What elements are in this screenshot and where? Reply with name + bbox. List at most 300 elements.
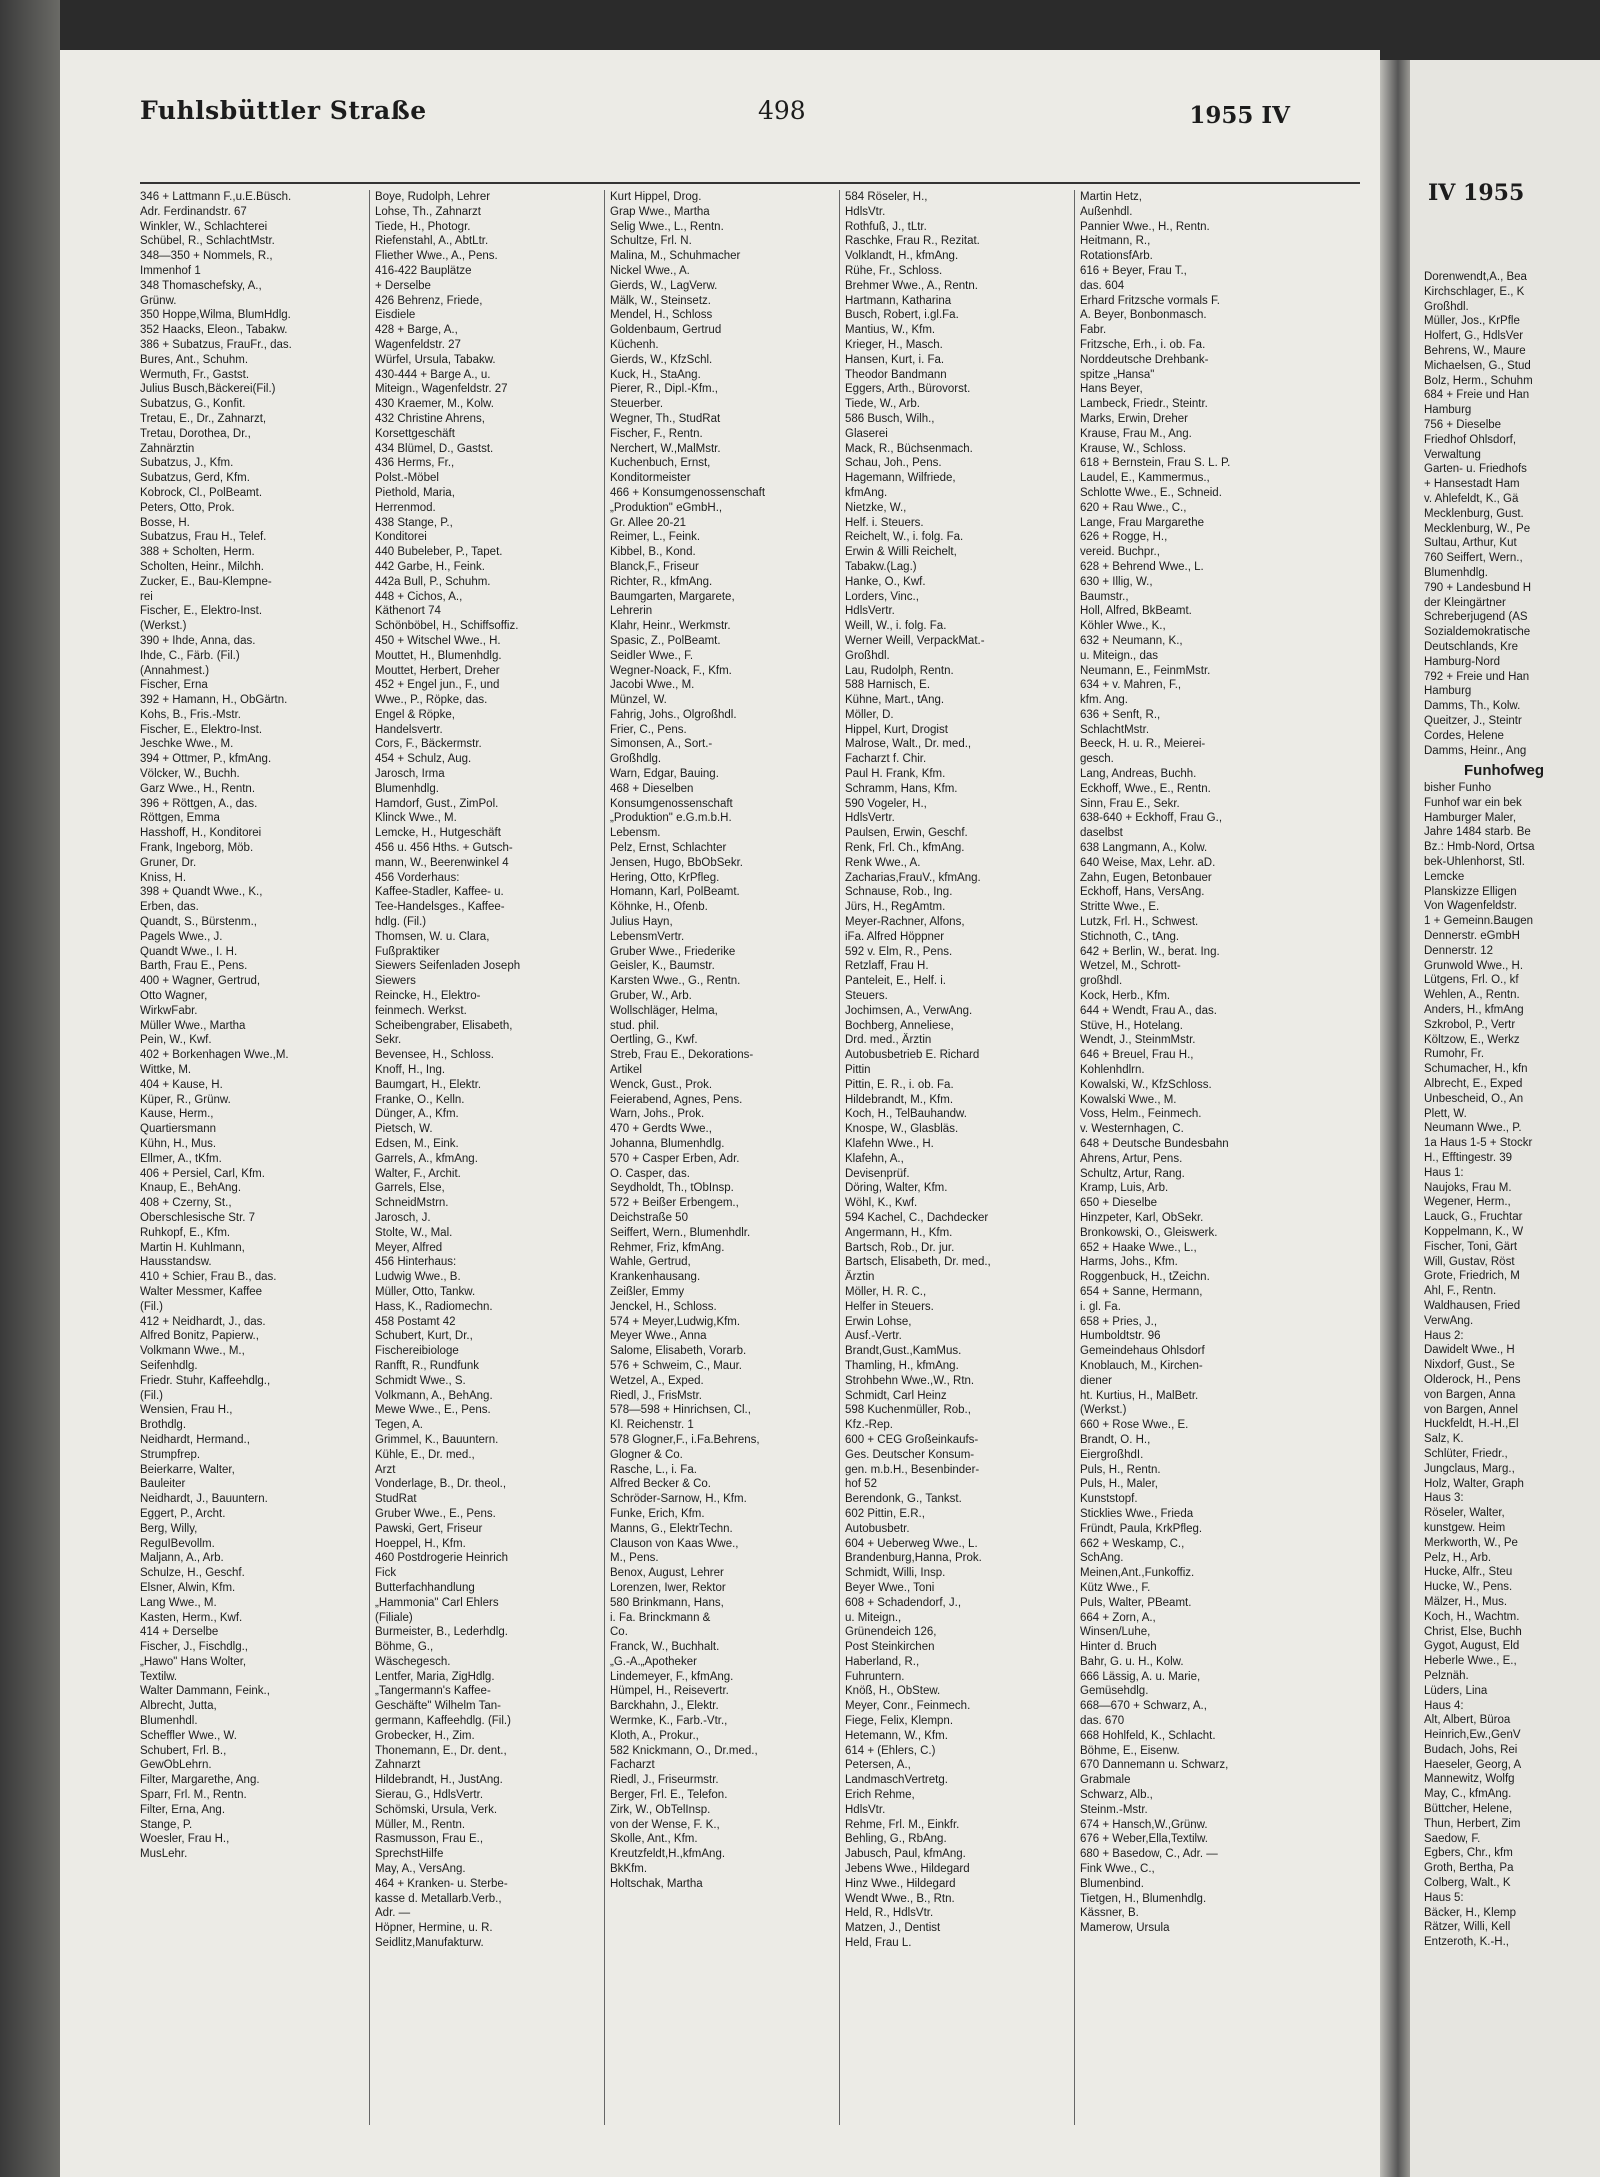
directory-entry-line: Klahr, Heinr., Werkmstr.: [610, 620, 731, 633]
directory-entry-line: Handelsvertr.: [375, 723, 443, 736]
directory-entry-line: 620 + Rau Wwe., C.,: [1080, 501, 1187, 514]
directory-entry-line: „Produktion" e.G.m.b.H.: [610, 812, 732, 825]
directory-entry-line: Lauck, G., Fruchtar: [1424, 1211, 1523, 1224]
directory-entry-line: Seydholdt, Th., tObInsp.: [610, 1182, 734, 1195]
directory-entry-line: Lüders, Lina: [1424, 1684, 1488, 1697]
directory-entry-line: WirkwFabr.: [140, 1004, 198, 1017]
directory-entry-line: Hinz Wwe., Hildegard: [845, 1877, 956, 1890]
directory-entry-line: 470 + Gerdts Wwe.,: [610, 1123, 712, 1136]
directory-entry-line: Kuchenbuch, Ernst,: [610, 457, 711, 470]
directory-entry-line: Kloth, A., Prokur.,: [610, 1729, 699, 1742]
directory-entry-line: 464 + Kranken- u. Sterbe-: [375, 1877, 508, 1890]
directory-entry-line: Krause, Frau M., Ang.: [1080, 427, 1192, 440]
directory-entry-line: Müller, Jos., KrPfle: [1424, 315, 1520, 328]
directory-entry-line: Thun, Herbert, Zim: [1424, 1817, 1521, 1830]
directory-entry-line: Boye, Rudolph, Lehrer: [375, 191, 491, 203]
directory-entry-line: Sekr.: [375, 1034, 402, 1047]
directory-entry-line: Koch, H., Wachtm.: [1424, 1610, 1520, 1623]
directory-entry-line: Tee-Handelsges., Kaffee-: [375, 901, 505, 914]
directory-entry-line: Feierabend, Agnes, Pens.: [610, 1093, 743, 1106]
directory-entry-line: Höpner, Hermine, u. R.: [375, 1922, 493, 1935]
directory-entry-line: Pannier Wwe., H., Rentn.: [1080, 220, 1210, 233]
directory-entry-line: 392 + Hamann, H., ObGärtn.: [140, 694, 288, 707]
directory-entry-line: Pelznäh.: [1424, 1669, 1469, 1682]
directory-entry-line: 578—598 + Hinrichsen, Cl.,: [610, 1404, 751, 1417]
directory-entry-line: der Kleingärtner: [1424, 596, 1506, 609]
directory-entry-line: Goldenbaum, Gertrud: [610, 324, 722, 337]
directory-entry-line: Garten- u. Friedhofs: [1424, 463, 1527, 476]
directory-entry-line: Pelz, H., Arb.: [1424, 1551, 1492, 1564]
directory-entry-line: Huckfeldt, H.-H.,El: [1424, 1418, 1519, 1431]
directory-entry-line: Clauson von Kaas Wwe.,: [610, 1537, 739, 1550]
directory-entry-line: Koch, H., TelBauhandw.: [845, 1108, 967, 1121]
directory-entry-line: Hans Beyer,: [1080, 383, 1143, 396]
directory-entry-line: Malina, M., Schuhmacher: [610, 250, 741, 263]
directory-entry-line: das. 604: [1080, 279, 1125, 292]
directory-entry-line: Mälzer, H., Mus.: [1424, 1595, 1508, 1608]
directory-entry-line: Oertling, G., Kwf.: [610, 1034, 698, 1047]
directory-entry-line: germann, Kaffeehdlg. (Fil.): [375, 1715, 511, 1728]
column-divider: [1074, 190, 1075, 2125]
directory-entry-line: 756 + Dieselbe: [1424, 418, 1502, 431]
directory-entry-line: Subatzus, Frau H., Telef.: [140, 531, 267, 544]
directory-entry-line: 654 + Sanne, Hermann,: [1080, 1285, 1203, 1298]
directory-entry-line: Garrels, A., kfmAng.: [375, 1152, 478, 1165]
right-section-title: Funhofweg: [1464, 762, 1544, 780]
directory-entry-line: Großhdl.: [845, 649, 890, 662]
directory-entry-line: Maljann, A., Arb.: [140, 1552, 224, 1565]
directory-entry-line: Filter, Margarethe, Ang.: [140, 1774, 260, 1787]
directory-entry-line: Büttcher, Helene,: [1424, 1803, 1513, 1816]
directory-entry-line: Elsner, Alwin, Kfm.: [140, 1581, 236, 1594]
page-number: 498: [758, 96, 806, 125]
directory-entry-line: Julius Hayn,: [610, 916, 673, 929]
directory-entry-line: Lambeck, Friedr., Steintr.: [1080, 398, 1208, 411]
directory-entry-line: Jarosch, J.: [375, 1211, 431, 1224]
directory-entry-line: Artikel: [610, 1064, 642, 1077]
directory-entry-line: Roggenbuck, H., tZeichn.: [1080, 1271, 1210, 1284]
directory-entry-line: Renk Wwe., A.: [845, 856, 921, 869]
directory-entry-line: 414 + Derselbe: [140, 1626, 219, 1639]
directory-entry-line: Lang Wwe., M.: [140, 1596, 217, 1609]
directory-entry-line: Subatzus, Gerd, Kfm.: [140, 472, 250, 485]
directory-entry-line: Fischer, Toni, Gärt: [1424, 1240, 1518, 1253]
directory-entry-line: M., Pens.: [610, 1552, 659, 1565]
directory-entry-line: Devisenprüf.: [845, 1167, 910, 1180]
directory-entry-line: v. Westernhagen, C.: [1080, 1123, 1184, 1136]
directory-entry-line: Jenckel, H., Schloss.: [610, 1300, 717, 1313]
directory-entry-line: Budach, Johs, Rei: [1424, 1743, 1518, 1756]
directory-entry-line: Költzow, E., Werkz: [1424, 1033, 1520, 1046]
directory-entry-line: gesch.: [1080, 753, 1114, 766]
directory-entry-line: Tietgen, H., Blumenhdlg.: [1080, 1892, 1207, 1905]
directory-entry-line: Textilw.: [140, 1670, 178, 1683]
directory-entry-line: A. Beyer, Bonbonmasch.: [1080, 309, 1207, 322]
directory-entry-line: SchlachtMstr.: [1080, 723, 1150, 736]
directory-entry-line: iFa. Alfred Höppner: [845, 930, 945, 943]
directory-entry-line: Hausstandsw.: [140, 1256, 212, 1269]
directory-entry-line: Gruber, W., Arb.: [610, 990, 692, 1003]
directory-entry-line: kunstgew. Heim: [1424, 1521, 1506, 1534]
directory-entry-line: diener: [1080, 1374, 1112, 1387]
directory-entry-line: von Bargen, Annel: [1424, 1403, 1518, 1416]
directory-entry-line: Zahn, Eugen, Betonbauer: [1080, 871, 1212, 884]
directory-entry-line: Pawski, Gert, Friseur: [375, 1522, 483, 1535]
directory-entry-line: kfm. Ang.: [1080, 694, 1128, 707]
directory-entry-line: Mantius, W., Kfm.: [845, 324, 936, 337]
directory-entry-line: Wermuth, Fr., Gastst.: [140, 368, 250, 381]
directory-entry-line: Hansen, Kurt, i. Fa.: [845, 353, 945, 366]
directory-entry-line: Puls, H., Rentn.: [1080, 1463, 1161, 1476]
directory-entry-line: 684 + Freie und Han: [1424, 389, 1530, 402]
directory-entry-line: Konditorei: [375, 531, 427, 544]
directory-columns: [140, 190, 1335, 2125]
directory-entry-line: Zeißler, Emmy: [610, 1285, 685, 1298]
directory-entry-line: 458 Postamt 42: [375, 1315, 456, 1328]
directory-entry-line: Michaelsen, G., Stud: [1424, 359, 1531, 372]
directory-entry-line: BkKfm.: [610, 1863, 648, 1876]
directory-entry-line: 668 Hohlfeld, K., Schlacht.: [1080, 1729, 1216, 1742]
directory-entry-line: Gemeindehaus Ohlsdorf: [1080, 1345, 1205, 1358]
directory-entry-line: Stolte, W., Mal.: [375, 1226, 453, 1239]
directory-entry-line: u. Miteign., das: [1080, 649, 1158, 662]
directory-entry-line: 416-422 Bauplätze: [375, 264, 472, 277]
directory-entry-line: Heinrich,Ew.,GenV: [1424, 1729, 1521, 1742]
directory-entry-line: Fritzsche, Erh., i. ob. Fa.: [1080, 338, 1206, 351]
directory-entry-line: 432 Christine Ahrens,: [375, 412, 485, 425]
directory-entry-line: 676 + Weber,Ella,Textilw.: [1080, 1833, 1208, 1846]
directory-entry-line: (Fil.): [140, 1300, 163, 1313]
directory-entry-line: Schubert, Frl. B.,: [140, 1744, 227, 1757]
directory-entry-line: Siewers: [375, 975, 416, 988]
directory-entry-line: Skolle, Ant., Kfm.: [610, 1833, 698, 1846]
directory-entry-line: Köhler Wwe., K.,: [1080, 620, 1166, 633]
directory-entry-line: Nixdorf, Gust., Se: [1424, 1359, 1515, 1372]
directory-entry-line: SchAng.: [1080, 1552, 1124, 1565]
directory-entry-line: Grabmale: [1080, 1774, 1131, 1787]
directory-entry-line: 614 + (Ehlers, C.): [845, 1744, 936, 1757]
directory-entry-line: 584 Röseler, H.,: [845, 191, 928, 203]
directory-entry-line: 456 Vorderhaus:: [375, 871, 460, 884]
directory-entry-line: Krankenhausang.: [610, 1271, 701, 1284]
directory-entry-line: Klafehn Wwe., H.: [845, 1138, 934, 1150]
directory-entry-line: Stüve, H., Hotelang.: [1080, 1019, 1183, 1032]
directory-entry-line: von der Wense, F. K.,: [610, 1818, 720, 1831]
directory-entry-line: Volkmann Wwe., M.,: [140, 1345, 245, 1358]
directory-entry-line: Behrens, W., Maure: [1424, 344, 1526, 357]
directory-entry-line: Entzeroth, K.-H.,: [1424, 1936, 1510, 1949]
directory-entry-line: Ihde, C., Färb. (Fil.): [140, 649, 240, 662]
directory-entry-line: Kuck, H., StaAng.: [610, 368, 701, 381]
directory-entry-line: 588 Harnisch, E.: [845, 679, 931, 692]
directory-entry-line: ReguIBevollm.: [140, 1537, 215, 1550]
directory-entry-line: HdlsVertr.: [845, 605, 895, 618]
directory-entry-line: Stichnoth, C., tAng.: [1080, 930, 1180, 943]
directory-entry-line: Kühne, Mart., tAng.: [845, 694, 945, 707]
directory-entry-line: Matzen, J., Dentist: [845, 1922, 941, 1935]
directory-entry-line: EiergroßhdI.: [1080, 1448, 1144, 1461]
directory-entry-line: Stange, P.: [140, 1818, 193, 1831]
directory-entry-line: Pagels Wwe., J.: [140, 930, 223, 943]
directory-entry-line: Kaffee-Stadler, Kaffee- u.: [375, 886, 504, 899]
directory-entry-line: 670 Dannemann u. Schwarz,: [1080, 1759, 1229, 1772]
directory-entry-line: 644 + Wendt, Frau A., das.: [1080, 1004, 1217, 1017]
directory-entry-line: Arzt: [375, 1463, 396, 1476]
directory-entry-line: Franck, W., Buchhalt.: [610, 1641, 720, 1654]
directory-entry-line: 428 + Barge, A.,: [375, 324, 458, 337]
directory-entry-line: Zahnärztin: [140, 442, 195, 455]
directory-entry-line: Seidlitz,Manufakturw.: [375, 1937, 484, 1950]
directory-entry-line: Sozialdemokratische: [1424, 626, 1531, 639]
directory-entry-line: Friedr. Stuhr, Kaffeehdlg.,: [140, 1374, 271, 1387]
directory-entry-line: Eggers, Arth., Bürovorst.: [845, 383, 971, 396]
directory-entry-line: 582 Knickmann, O., Dr.med.,: [610, 1744, 758, 1757]
directory-entry-line: feinmech. Werkst.: [375, 1004, 467, 1017]
directory-entry-line: Konditormeister: [610, 472, 691, 485]
directory-entry-line: Warn, Johs., Prok.: [610, 1108, 705, 1121]
directory-entry-line: Rothfuß, J., tLtr.: [845, 220, 927, 233]
directory-entry-line: „Produktion" eGmbH.,: [610, 501, 723, 514]
directory-entry-line: Gygot, August, Eld: [1424, 1640, 1520, 1653]
directory-entry-line: Barckhahn, J., Elektr.: [610, 1700, 719, 1713]
directory-entry-line: Selig Wwe., L., Rentn.: [610, 220, 724, 233]
directory-entry-line: Scheibengraber, Elisabeth,: [375, 1019, 513, 1032]
directory-entry-line: Bauleiter: [140, 1478, 186, 1491]
directory-entry-line: Martin H. Kuhlmann,: [140, 1241, 245, 1254]
directory-entry-line: Theodor Bandmann: [845, 368, 947, 381]
directory-entry-line: Frank, Ingeborg, Möb.: [140, 842, 254, 855]
directory-entry-line: Dennerstr. eGmbH: [1424, 930, 1520, 943]
directory-entry-line: Haus 5:: [1424, 1891, 1464, 1904]
directory-entry-line: Hildebrandt, M., Kfm.: [845, 1093, 954, 1106]
directory-entry-line: Jarosch, Irma: [375, 768, 445, 781]
directory-entry-line: Döring, Walter, Kfm.: [845, 1182, 948, 1195]
directory-entry-line: Lemcke, H., Hutgeschäft: [375, 827, 501, 840]
directory-entry-line: Schlotte Wwe., E., Schneid.: [1080, 486, 1222, 499]
directory-entry-line: 390 + Ihde, Anna, das.: [140, 634, 256, 647]
street-title: Fuhlsbüttler Straße: [140, 96, 427, 125]
directory-entry-line: Käthenort 74: [375, 605, 441, 618]
directory-entry-line: RotationsfArb.: [1080, 250, 1153, 263]
directory-entry-line: 412 + Neidhardt, J., das.: [140, 1315, 266, 1328]
directory-entry-line: Zucker, E., Bau-Klempne-: [140, 575, 272, 588]
directory-entry-line: 578 Glogner,F., i.Fa.Behrens,: [610, 1433, 760, 1446]
directory-entry-line: Adr. —: [375, 1907, 411, 1920]
directory-entry-line: 646 + Breuel, Frau H.,: [1080, 1049, 1194, 1062]
directory-entry-line: Malrose, Walt., Dr. med.,: [845, 738, 972, 751]
directory-entry-line: MusLehr.: [140, 1848, 188, 1861]
directory-entry-line: Planskizze Elligen: [1424, 885, 1517, 898]
directory-entry-line: 404 + Kause, H.: [140, 1078, 223, 1091]
directory-entry-line: Vonderlage, B., Dr. theol.,: [375, 1478, 507, 1491]
directory-entry-line: Lemcke: [1424, 870, 1465, 883]
directory-entry-line: Salz, K.: [1424, 1433, 1464, 1446]
directory-entry-line: Fischer, E., Elektro-Inst.: [140, 605, 263, 618]
directory-entry-line: Paul H. Frank, Kfm.: [845, 768, 946, 781]
directory-entry-line: 662 + Weskamp, C.,: [1080, 1537, 1185, 1550]
directory-entry-line: Hippel, Kurt, Drogist: [845, 723, 948, 736]
directory-entry-line: Fischereibiologe: [375, 1345, 459, 1358]
directory-entry-line: Fink Wwe., C.,: [1080, 1863, 1155, 1876]
directory-entry-line: Retzlaff, Frau H.: [845, 960, 929, 973]
directory-entry-line: Seiffert, Wern., Blumenhdlr.: [610, 1226, 751, 1239]
directory-entry-line: SchneidMstrn.: [375, 1197, 449, 1210]
directory-entry-line: 352 Haacks, Eleon., Tabakw.: [140, 324, 288, 337]
directory-entry-line: Deichstraße 50: [610, 1211, 688, 1224]
directory-entry-line: Rasmusson, Frau E.,: [375, 1833, 484, 1846]
directory-entry-line: Jochimsen, A., VerwAng.: [845, 1004, 973, 1017]
directory-entry-line: Fischer, F., Rentn.: [610, 427, 703, 440]
directory-entry-line: Möller, H. R. C.,: [845, 1285, 927, 1298]
directory-entry-line: H., Efftingestr. 39: [1424, 1152, 1513, 1165]
directory-entry-line: Damms, Heinr., Ang: [1424, 744, 1527, 757]
directory-entry-line: Hamburg-Nord: [1424, 655, 1501, 668]
directory-entry-line: kfmAng.: [845, 486, 888, 499]
directory-entry-line: Wehlen, A., Rentn.: [1424, 989, 1520, 1002]
directory-entry-line: 602 Pittin, E.R.,: [845, 1507, 925, 1520]
directory-entry-line: Cors, F., Bäckermstr.: [375, 738, 482, 751]
directory-entry-line: Hinter d. Bruch: [1080, 1641, 1157, 1654]
directory-entry-line: (Werkst.): [140, 620, 187, 633]
directory-entry-line: Reincke, H., Elektro-: [375, 990, 481, 1003]
directory-entry-line: Hamburg: [1424, 404, 1472, 417]
directory-entry-line: Fischer, Erna: [140, 679, 208, 692]
directory-entry-line: Martin Hetz,: [1080, 191, 1142, 203]
directory-entry-line: Lange, Frau Margarethe: [1080, 516, 1205, 529]
directory-entry-line: Fliether Wwe., A., Pens.: [375, 250, 498, 263]
directory-entry-line: Baumstr.,: [1080, 590, 1129, 603]
directory-entry-line: 636 + Senft, R.,: [1080, 708, 1161, 721]
directory-entry-line: Homann, Karl, PolBeamt.: [610, 886, 740, 899]
directory-entry-line: Koppelmann, K., W: [1424, 1226, 1524, 1238]
directory-entry-line: Wäschegesch.: [375, 1655, 451, 1668]
directory-entry-line: HdlsVtr.: [845, 205, 886, 218]
directory-entry-line: Jungclaus, Marg.,: [1424, 1462, 1515, 1475]
directory-entry-line: großhdl.: [1080, 975, 1123, 988]
directory-entry-line: Petersen, A.,: [845, 1759, 911, 1772]
directory-entry-line: Kühn, H., Mus.: [140, 1138, 217, 1150]
directory-entry-line: Wetzel, A., Exped.: [610, 1374, 704, 1387]
directory-entry-line: 452 + Engel jun., F., und: [375, 679, 500, 692]
directory-entry-line: Waldhausen, Fried: [1424, 1299, 1521, 1312]
directory-entry-line: Meyer Wwe., Anna: [610, 1330, 707, 1343]
directory-entry-line: Winsen/Luhe,: [1080, 1626, 1151, 1639]
directory-entry-line: mann, W., Beerenwinkel 4: [375, 856, 509, 869]
directory-entry-line: Bartsch, Rob., Dr. jur.: [845, 1241, 955, 1254]
directory-page-left: [60, 50, 1380, 2177]
directory-entry-line: Blanck,F., Friseur: [610, 560, 699, 573]
directory-entry-line: Bartsch, Elisabeth, Dr. med.,: [845, 1256, 991, 1269]
directory-entry-line: Autobusbetr.: [845, 1522, 910, 1535]
directory-entry-line: Kfz.-Rep.: [845, 1419, 893, 1432]
directory-entry-line: Geisler, K., Baumstr.: [610, 960, 715, 973]
directory-entry-line: Polst.-Möbel: [375, 472, 439, 485]
directory-entry-line: Seifenhdlg.: [140, 1359, 198, 1372]
directory-entry-line: Knöß, H., ObStew.: [845, 1685, 941, 1698]
directory-entry-line: 604 + Ueberweg Wwe., L.: [845, 1537, 978, 1550]
directory-entry-line: Schömski, Ursula, Verk.: [375, 1803, 498, 1816]
directory-entry-line: Grimmel, K., Bauuntern.: [375, 1433, 499, 1446]
directory-entry-line: Schwarz, Alb.,: [1080, 1789, 1153, 1802]
directory-entry-line: Bz.: Hmb-Nord, Ortsa: [1424, 841, 1535, 854]
directory-entry-line: Knoff, H., Ing.: [375, 1064, 446, 1077]
directory-entry-line: Brothdlg.: [140, 1419, 187, 1432]
directory-entry-line: 348 Thomaschefsky, A.,: [140, 279, 262, 292]
directory-entry-line: Kunststopf.: [1080, 1493, 1138, 1506]
directory-entry-line: Schubert, Kurt, Dr.,: [375, 1330, 473, 1343]
directory-entry-line: Küchenh.: [610, 338, 659, 351]
directory-entry-line: 456 Hinterhaus:: [375, 1256, 457, 1269]
directory-entry-line: Funhof war ein bek: [1424, 796, 1522, 809]
directory-entry-line: Werner Weill, VerpackMat.-: [845, 634, 985, 647]
directory-entry-line: Zahnarzt: [375, 1759, 421, 1772]
directory-entry-line: Haus 3:: [1424, 1492, 1464, 1505]
directory-entry-line: Hagemann, Wilfriede,: [845, 472, 956, 485]
directory-entry-line: Fabr.: [1080, 324, 1107, 337]
directory-entry-line: Meyer-Rachner, Alfons,: [845, 916, 965, 929]
directory-entry-line: Kowalski Wwe., M.: [1080, 1093, 1177, 1106]
directory-entry-line: Kreutzfeldt,H.,kfmAng.: [610, 1848, 726, 1861]
directory-entry-line: Klafehn, A.,: [845, 1152, 904, 1165]
directory-entry-line: 760 Seiffert, Wern.,: [1424, 552, 1523, 565]
directory-entry-line: Wittke, M.: [140, 1064, 192, 1077]
directory-entry-line: Bochberg, Anneliese,: [845, 1019, 954, 1032]
directory-entry-line: Bevensee, H., Schloss.: [375, 1049, 494, 1062]
directory-entry-line: Karsten Wwe., G., Rentn.: [610, 975, 741, 988]
directory-entry-line: Strohbehn Wwe.,W., Rtn.: [845, 1374, 975, 1387]
directory-entry-line: Grobecker, H., Zim.: [375, 1729, 475, 1742]
directory-entry-line: 454 + Schulz, Aug.: [375, 753, 472, 766]
directory-entry-line: Gruber Wwe., Friederike: [610, 945, 736, 958]
directory-entry-line: Fründt, Paula, KrkPfleg.: [1080, 1522, 1203, 1535]
directory-entry-line: Müller, M., Rentn.: [375, 1818, 466, 1831]
directory-entry-line: von Bargen, Anna: [1424, 1388, 1516, 1401]
directory-entry-line: Mannewitz, Wolfg: [1424, 1773, 1515, 1786]
directory-entry-line: i. Fa. Brinckmann &: [610, 1611, 711, 1624]
directory-entry-line: 792 + Freie und Han: [1424, 670, 1530, 683]
directory-entry-line: Deutschlands, Kre: [1424, 640, 1518, 653]
directory-entry-line: Hamburg: [1424, 685, 1472, 698]
directory-entry-line: Sticklies Wwe., Frieda: [1080, 1507, 1194, 1520]
directory-entry-line: 430 Kraemer, M., Kolw.: [375, 398, 494, 411]
directory-entry-line: Panteleit, E., Helf. i.: [845, 975, 946, 988]
directory-entry-line: Ausf.-Vertr.: [845, 1330, 902, 1343]
directory-entry-line: Ruhkopf, E., Kfm.: [140, 1226, 231, 1239]
directory-entry-line: Nerchert, W.,MalMstr.: [610, 442, 721, 455]
directory-entry-line: Fahrig, Johs., Olgroßhdl.: [610, 708, 737, 721]
directory-entry-line: 634 + v. Mahren, F.,: [1080, 679, 1182, 692]
directory-entry-line: Puls, Walter, PBeamt.: [1080, 1596, 1192, 1609]
directory-entry-line: Pelz, Ernst, Schlachter: [610, 842, 727, 855]
directory-entry-line: Glaserei: [845, 427, 888, 440]
directory-entry-line: Heitmann, R.,: [1080, 235, 1151, 248]
directory-entry-line: Eckhoff, Wwe., E., Rentn.: [1080, 782, 1211, 795]
directory-entry-line: hof 52: [845, 1478, 877, 1491]
directory-entry-line: Blumenhdl.: [140, 1715, 198, 1728]
directory-entry-line: Albrecht, Jutta,: [140, 1700, 217, 1713]
directory-entry-line: Quandt, S., Bürstenm.,: [140, 916, 257, 929]
directory-column-4: [845, 190, 1065, 2125]
directory-entry-line: Grote, Friedrich, M: [1424, 1270, 1520, 1283]
directory-entry-line: Krause, W., Schloss.: [1080, 442, 1187, 455]
directory-entry-line: Thonemann, E., Dr. dent.,: [375, 1744, 507, 1757]
directory-entry-line: StudRat: [375, 1493, 417, 1506]
directory-entry-line: 640 Weise, Max, Lehr. aD.: [1080, 856, 1216, 869]
directory-entry-line: Von Wagenfeldstr.: [1424, 900, 1517, 913]
directory-entry-line: Alfred Becker & Co.: [610, 1478, 711, 1491]
directory-entry-line: Knoblauch, M., Kirchen-: [1080, 1359, 1203, 1372]
directory-entry-line: May, A., VersAng.: [375, 1863, 466, 1876]
